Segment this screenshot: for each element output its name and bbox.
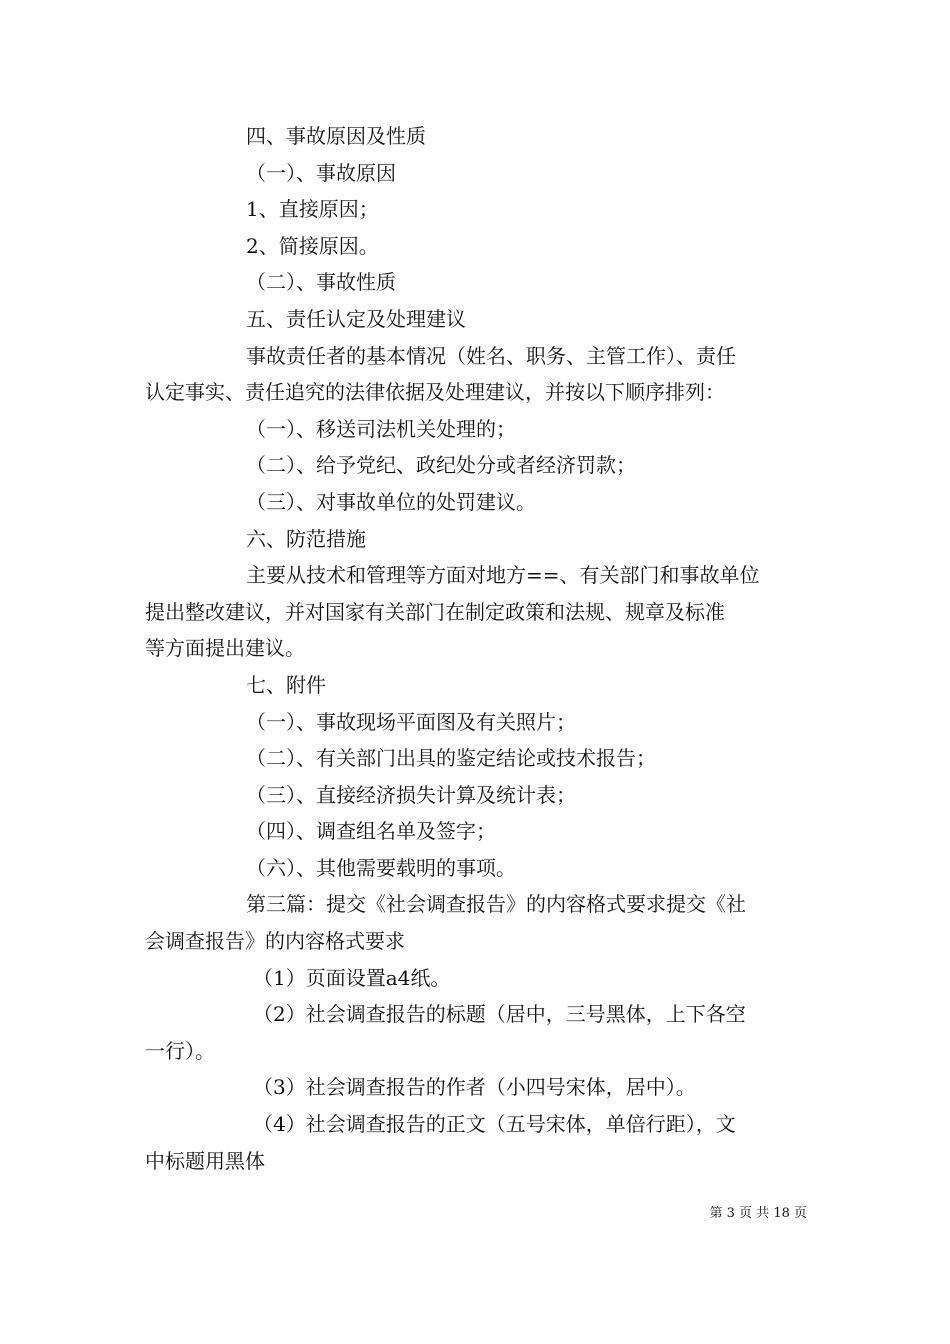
list-item: （一）、移送司法机关处理的； (246, 416, 516, 441)
page-number-footer: 第 3 页 共 18 页 (709, 1206, 807, 1221)
list-item: （六）、其他需要载明的事项。 (246, 855, 516, 880)
subsection-heading: （二）、事故性质 (246, 270, 396, 295)
list-item: （2）社会调查报告的标题（居中，三号黑体，上下各空 (253, 1002, 746, 1027)
subsection-heading: （一）、事故原因 (246, 160, 396, 185)
paragraph-line: 等方面提出建议。 (145, 636, 305, 661)
list-item: （三）、对事故单位的处罚建议。 (246, 489, 536, 514)
list-item: （1）页面设置a4纸。 (253, 965, 451, 990)
list-item: （三）、直接经济损失计算及统计表； (246, 782, 576, 807)
list-item: 2、简接原因。 (246, 233, 379, 258)
list-item: （4）社会调查报告的正文（五号宋体，单倍行距），文 (253, 1112, 736, 1137)
list-item: （一）、事故现场平面图及有关照片； (246, 709, 576, 734)
list-item: （二）、给予党纪、政纪处分或者经济罚款； (246, 453, 636, 478)
document-body (145, 118, 807, 1179)
chapter-heading-line: 第三篇：提交《社会调查报告》的内容格式要求提交《社 (246, 892, 746, 917)
list-item: （3）社会调查报告的作者（小四号宋体，居中）。 (253, 1075, 696, 1100)
section-heading-5: 五、责任认定及处理建议 (246, 306, 466, 331)
chapter-heading-line: 会调查报告》的内容格式要求 (145, 929, 405, 954)
list-item: 1、直接原因； (246, 197, 379, 222)
paragraph-line: 事故责任者的基本情况（姓名、职务、主管工作）、责任 (246, 343, 736, 368)
list-item: （二）、有关部门出具的鉴定结论或技术报告； (246, 746, 656, 771)
list-item: （四）、调查组名单及签字； (246, 819, 496, 844)
paragraph-line: 一行）。 (145, 1038, 215, 1063)
paragraph-line: 认定事实、责任追究的法律依据及处理建议，并按以下顺序排列： (145, 380, 725, 405)
section-heading-6: 六、防范措施 (246, 526, 366, 551)
section-heading-4: 四、事故原因及性质 (246, 124, 426, 148)
section-heading-7: 七、附件 (246, 672, 326, 697)
paragraph-line: 中标题用黑体 (145, 1148, 265, 1173)
paragraph-line: 提出整改建议，并对国家有关部门在制定政策和法规、规章及标准 (145, 599, 725, 624)
paragraph-line: 主要从技术和管理等方面对地方==、有关部门和事故单位 (246, 563, 760, 588)
